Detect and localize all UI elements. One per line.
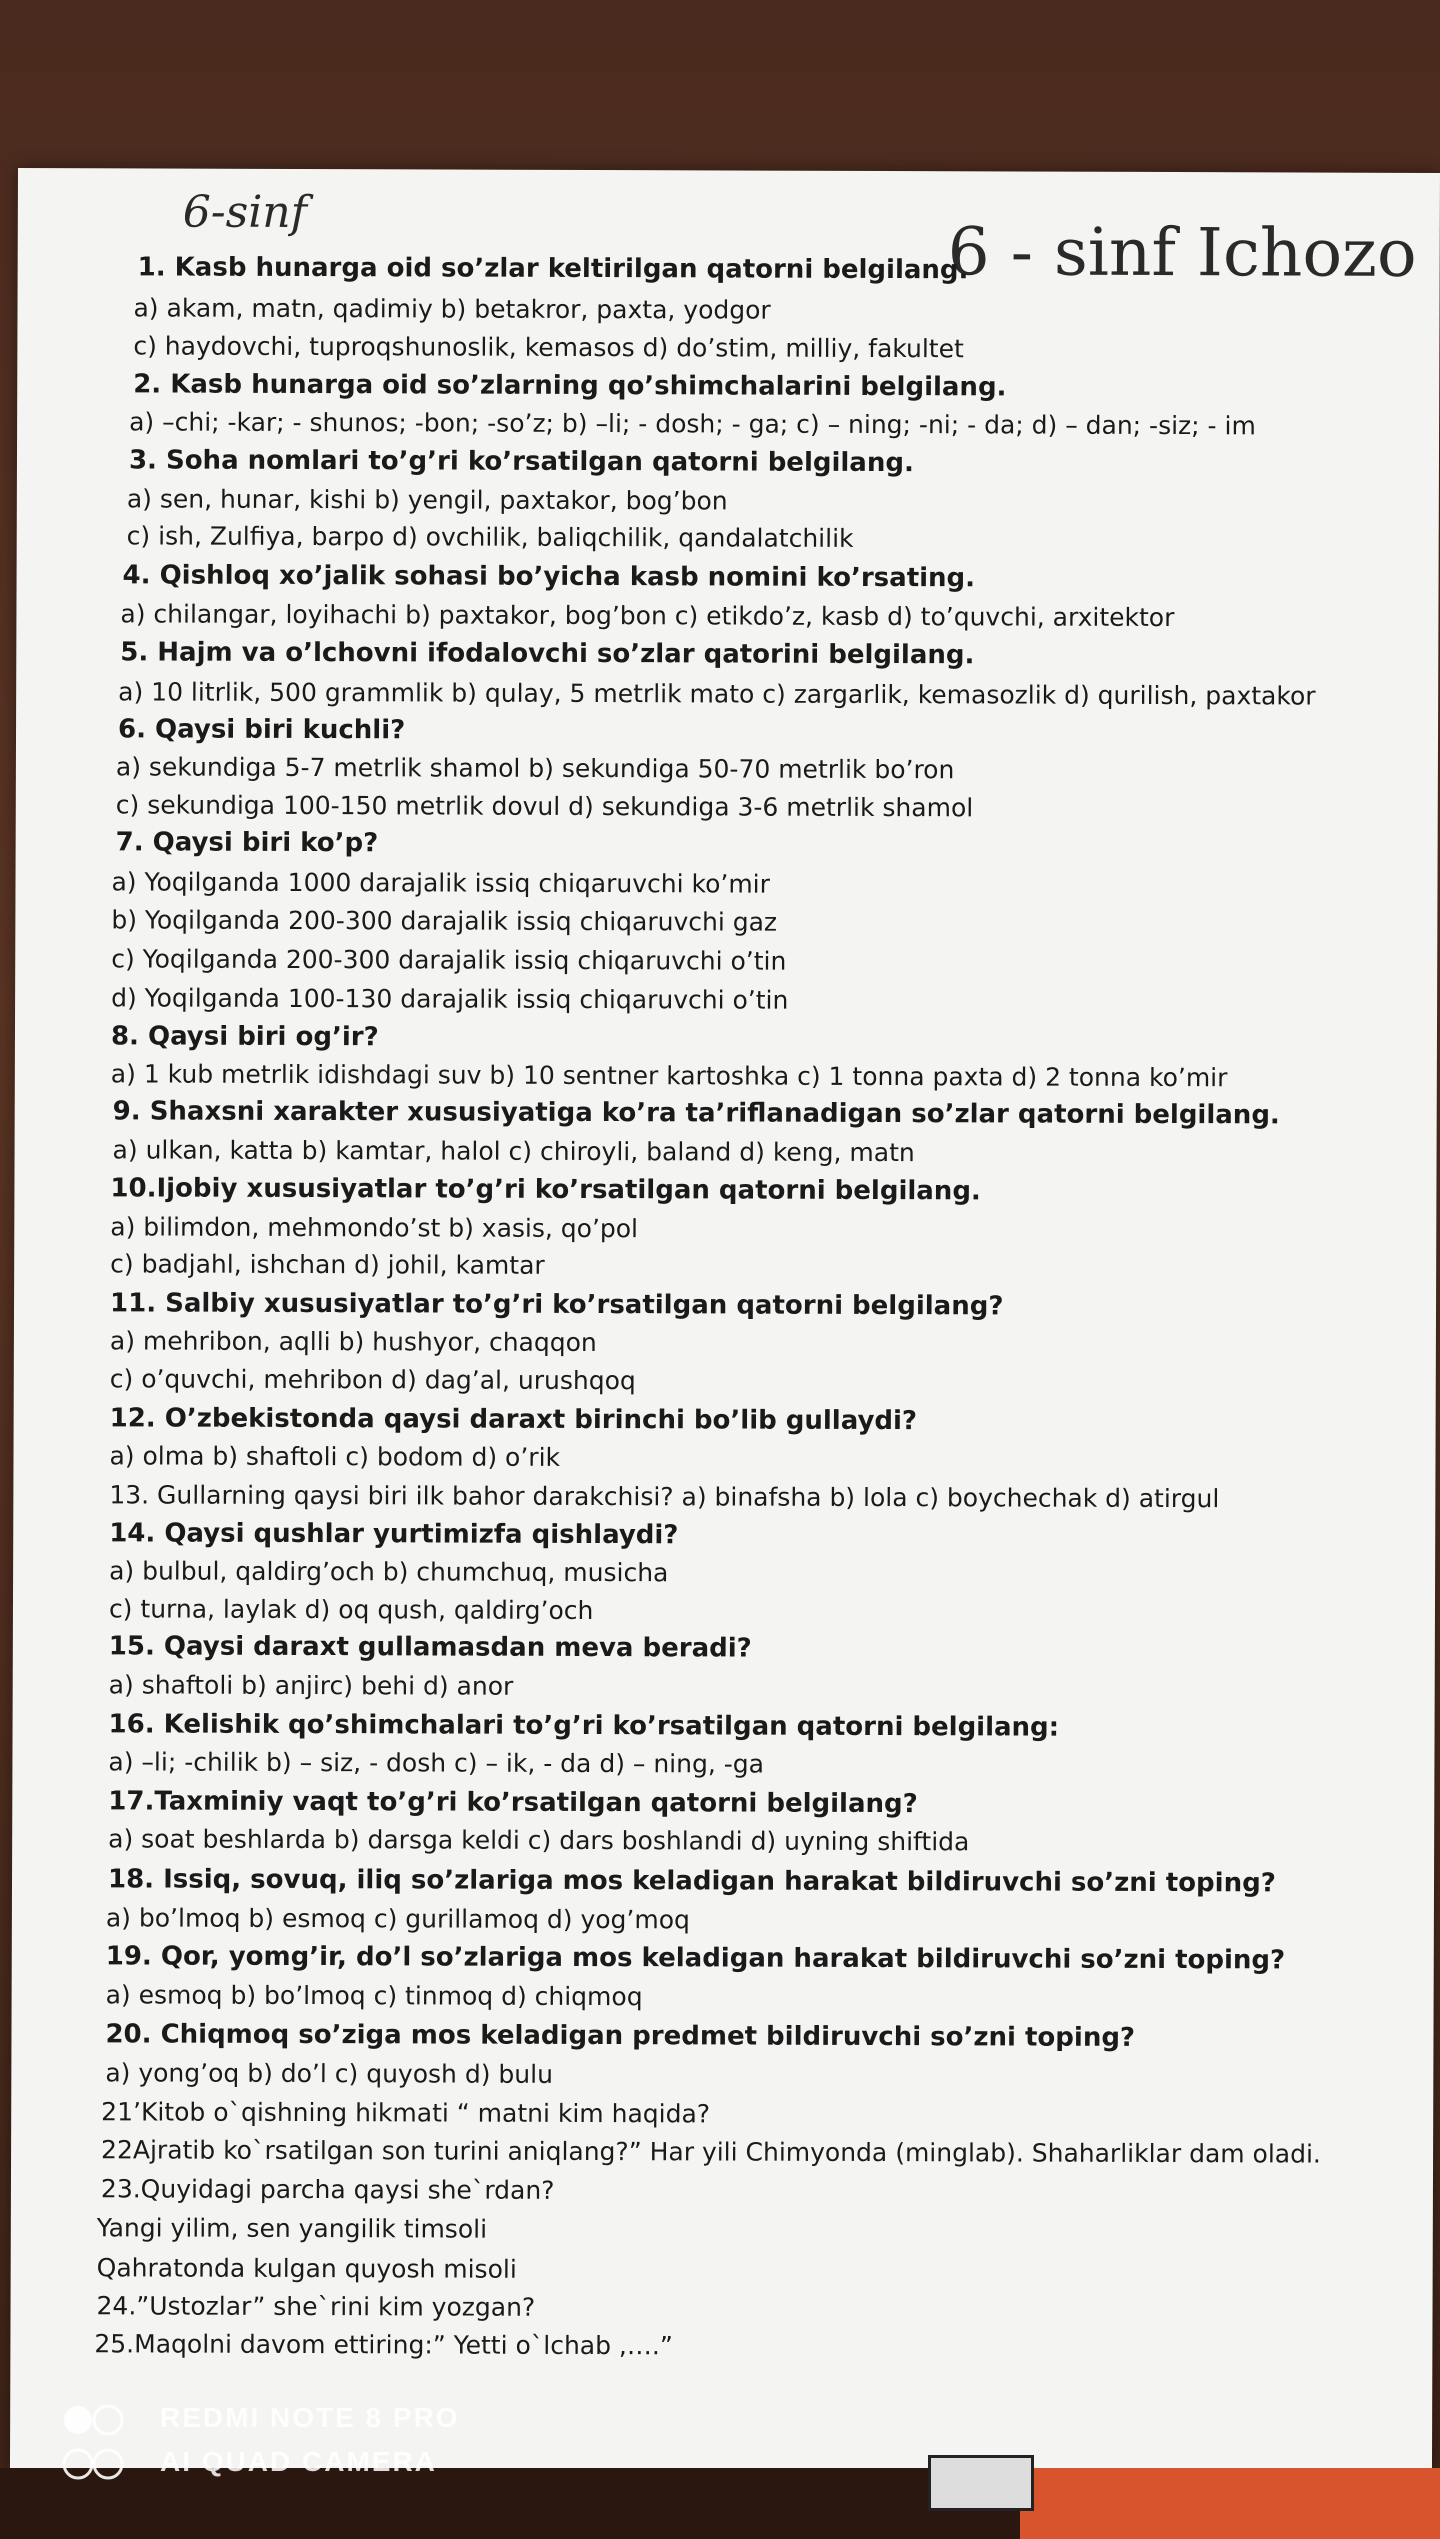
answer-line: a) yong’oq b) do’l c) quyosh d) bulu bbox=[105, 2058, 554, 2089]
answer-line: a) akam, matn, qadimiy b) betakror, paxta, yodgor bbox=[133, 293, 771, 325]
answer-line: a) 1 kub metrlik idishdagi suv b) 10 sentner kartoshka c) 1 tonna paxta d) 2 tonna ko’mir bbox=[110, 1059, 1228, 1093]
handwritten-title: 6 - sinf Ichozo bbox=[947, 213, 1417, 292]
question-line: 20. Chiqmoq so’ziga mos keladigan predmet bildiruvchi so’zni toping? bbox=[105, 2019, 1136, 2053]
question-line: 14. Qaysi qushlar yurtimizfa qishlaydi? bbox=[109, 1518, 679, 1551]
orange-object bbox=[1020, 2468, 1440, 2539]
answer-line: c) turna, laylak d) oq qush, qaldirg’och bbox=[108, 1594, 594, 1626]
answer-line: b) Yoqilganda 200-300 darajalik issiq chiqaruvchi gaz bbox=[111, 905, 778, 937]
answer-line: 22Ajratib ko`rsatilgan son turini aniqlang?” Har yili Chimyonda (minglab). Shaharliklar dam oladi. bbox=[101, 2135, 1321, 2169]
answer-line: a) Yoqilganda 1000 darajalik issiq chiqaruvchi ko’mir bbox=[111, 867, 770, 899]
question-line: 3. Soha nomlari to’g’ri ko’rsatilgan qatorni belgilang. bbox=[128, 445, 914, 479]
answer-line: 25.Maqolni davom ettiring:” Yetti o`lchab ,….” bbox=[94, 2329, 673, 2361]
question-line: 16. Kelishik qo’shimchalari to’g’ri ko’rsatilgan qatorni belgilang: bbox=[108, 1709, 1060, 1743]
answer-line: 21’Kitob o`qishning hikmati “ matni kim haqida? bbox=[101, 2097, 711, 2129]
question-line: 12. O’zbekistonda qaysi daraxt birinchi bo’lib gullaydi? bbox=[109, 1403, 918, 1437]
qr-code-icon bbox=[928, 2455, 1034, 2511]
answer-line: a) chilangar, loyihachi b) paxtakor, bog’bon c) etikdo’z, kasb d) to’quvchi, arxitektor bbox=[120, 599, 1175, 633]
answer-line: c) sekundiga 100-150 metrlik dovul d) sekundiga 3-6 metrlik shamol bbox=[115, 790, 974, 823]
watermark-model: REDMI NOTE 8 PRO bbox=[160, 2402, 460, 2433]
question-line: 11. Salbiy xususiyatlar to’g’ri ko’rsatilgan qatorni belgilang? bbox=[109, 1288, 1004, 1322]
question-line: 8. Qaysi biri og’ir? bbox=[110, 1021, 379, 1053]
answer-line: Yangi yilim, sen yangilik timsoli bbox=[96, 2213, 488, 2244]
answer-line: a) 10 litrlik, 500 grammlik b) qulay, 5 metrlik mato c) zargarlik, kemasozlik d) qurilish, paxtakor bbox=[118, 677, 1316, 711]
exam-paper bbox=[10, 168, 1440, 2473]
handwritten-grade-top: 6-sinf bbox=[182, 186, 308, 239]
answer-line: Qahratonda kulgan quyosh misoli bbox=[96, 2253, 517, 2284]
answer-line: a) –chi; -kar; - shunos; -bon; -so’z; b) –li; - dosh; - ga; c) – ning; -ni; - da; d) – dan; -siz; - im bbox=[129, 407, 1256, 441]
answer-line: a) ulkan, katta b) kamtar, halol c) chiroyli, baland d) keng, matn bbox=[112, 1135, 915, 1168]
question-line: 15. Qaysi daraxt gullamasdan meva beradi? bbox=[108, 1631, 752, 1664]
question-line: 17.Taxminiy vaqt to’g’ri ko’rsatilgan qatorni belgilang? bbox=[108, 1786, 918, 1820]
answer-line: a) bo’lmoq b) esmoq c) gurillamoq d) yog’moq bbox=[105, 1903, 690, 1935]
question-line: 19. Qor, yomg’ir, do’l so’zlariga mos keladigan harakat bildiruvchi so’zni toping? bbox=[105, 1941, 1286, 1976]
watermark-camera: AI QUAD CAMERA bbox=[160, 2446, 437, 2477]
answer-line: a) mehribon, aqlli b) hushyor, chaqqon bbox=[109, 1326, 597, 1358]
answer-line: a) soat beshlarda b) darsga keldi c) dars boshlandi d) uyning shiftida bbox=[108, 1824, 970, 1857]
question-line: 5. Hajm va o’lchovni ifodalovchi so’zlar qatorini belgilang. bbox=[120, 637, 975, 671]
answer-line: a) shaftoli b) anjirc) behi d) anor bbox=[108, 1670, 514, 1701]
answer-line: c) badjahl, ishchan d) johil, kamtar bbox=[110, 1249, 545, 1280]
camera-dots-icon bbox=[60, 2398, 140, 2498]
answer-line: a) –li; -chilik b) – siz, - dosh c) – ik, - da d) – ning, -ga bbox=[108, 1747, 765, 1779]
question-line: 10.Ijobiy xususiyatlar to’g’ri ko’rsatilgan qatorni belgilang. bbox=[110, 1173, 981, 1207]
answer-line: a) esmoq b) bo’lmoq c) tinmoq d) chiqmoq bbox=[105, 1980, 643, 2012]
answer-line: a) sekundiga 5-7 metrlik shamol b) sekundiga 50-70 metrlik bo’ron bbox=[115, 752, 955, 785]
answer-line: d) Yoqilganda 100-130 darajalik issiq chiqaruvchi o’tin bbox=[111, 983, 789, 1015]
answer-line: 13. Gullarning qaysi biri ilk bahor darakchisi? a) binafsha b) lola c) boychechak d) atirgul bbox=[109, 1480, 1220, 1514]
question-line: 7. Qaysi biri ko’p? bbox=[115, 827, 379, 859]
answer-line: a) bilimdon, mehmondo’st b) xasis, qo’pol bbox=[110, 1212, 639, 1244]
question-line: 6. Qaysi biri kuchli? bbox=[117, 714, 406, 746]
question-line: 4. Qishloq xo’jalik sohasi bo’yicha kasb nomini ko’rsating. bbox=[122, 560, 976, 594]
answer-line: a) bulbul, qaldirg’och b) chumchuq, musicha bbox=[109, 1556, 669, 1588]
answer-line: 24.”Ustozlar” she`rini kim yozgan? bbox=[96, 2291, 536, 2322]
question-line: 18. Issiq, sovuq, iliq so’zlariga mos keladigan harakat bildiruvchi so’zni toping? bbox=[107, 1864, 1276, 1899]
answer-line: c) haydovchi, tuproqshunoslik, kemasos d) do’stim, milliy, fakultet bbox=[133, 331, 964, 364]
answer-line: a) sen, hunar, kishi b) yengil, paxtakor, bog’bon bbox=[126, 484, 728, 516]
answer-line: c) o’quvchi, mehribon d) dag’al, urushqoq bbox=[109, 1364, 636, 1396]
question-line: 1. Kasb hunarga oid so’zlar keltirilgan qatorni belgilang. bbox=[137, 252, 969, 286]
answer-line: c) Yoqilganda 200-300 darajalik issiq chiqaruvchi o’tin bbox=[111, 944, 787, 976]
question-line: 9. Shaxsni xarakter xususiyatiga ko’ra ta’riflanadigan so’zlar qatorni belgilang. bbox=[112, 1096, 1280, 1131]
answer-line: a) olma b) shaftoli c) bodom d) o’rik bbox=[109, 1441, 561, 1472]
answer-line: c) ish, Zulfiya, barpo d) ovchilik, baliqchilik, qandalatchilik bbox=[126, 521, 854, 553]
question-line: 2. Kasb hunarga oid so’zlarning qo’shimchalarini belgilang. bbox=[133, 369, 1007, 403]
answer-line: 23.Quyidagi parcha qaysi she`rdan? bbox=[100, 2174, 555, 2205]
